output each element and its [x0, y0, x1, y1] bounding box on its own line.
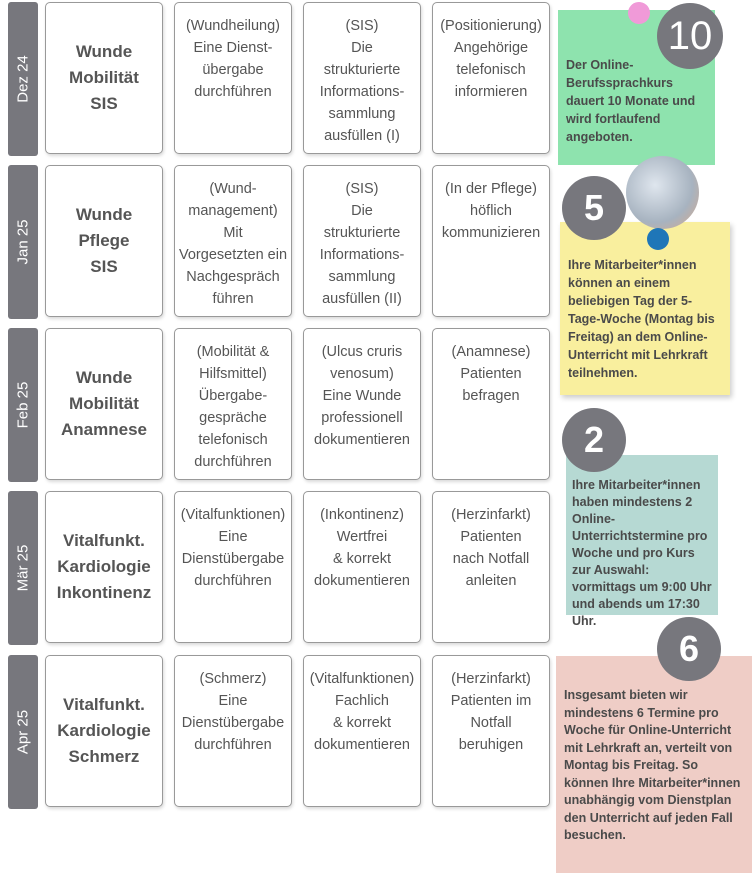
number-badge-10	[657, 3, 723, 69]
topic-text: Vitalfunkt. Kardiologie Inkontinenz	[56, 531, 152, 602]
lesson-cell	[174, 491, 292, 643]
pushpin-icon	[647, 228, 669, 250]
number-badge-6	[657, 617, 721, 681]
lesson-cell	[432, 655, 550, 807]
lesson-cell	[303, 491, 421, 643]
note-pink	[556, 656, 752, 873]
note-text: Der Online-Berufssprachkurs dauert 10 Monate und wird fortlaufend angeboten.	[566, 58, 696, 144]
lesson-text: (Positionierung) Angehörige telefonisch informieren	[440, 18, 542, 100]
lesson-text: (Wundheilung) Eine Dienst- übergabe durchführen	[185, 18, 281, 100]
topic-text: Wunde Mobilität Anamnese	[61, 368, 147, 439]
lesson-cell	[303, 655, 421, 807]
badge-number: 10	[667, 13, 713, 58]
lesson-text: (Ulcus cruris venosum) Eine Wunde professionell dokumentieren	[314, 344, 410, 448]
lesson-text: (Herzinfarkt) Patienten im Notfall beruhigen	[450, 671, 532, 753]
month-label	[8, 2, 38, 156]
lesson-cell	[174, 2, 292, 154]
lesson-cell	[432, 328, 550, 480]
month-label	[8, 328, 38, 482]
lesson-text: (Mobilität & Hilfsmittel) Übergabe- gespräche telefonisch durchführen	[194, 344, 272, 470]
lesson-cell	[432, 165, 550, 317]
topic-cell	[45, 655, 163, 807]
lesson-cell	[303, 328, 421, 480]
lesson-cell	[174, 328, 292, 480]
topic-cell	[45, 2, 163, 154]
lesson-text: (Schmerz) Eine Dienstübergabe durchführen	[181, 671, 285, 753]
note-text: Insgesamt bieten wir mindestens 6 Termine pro Woche für Online-Unterricht mit Lehrkraft an, verteilt von Montag bis Freitag. So können Ihre Mitarbeiter*innen unabhängig vom Dienstplan den Unterricht auf jeden Fall besuchen.	[564, 688, 741, 842]
lesson-cell	[174, 165, 292, 317]
topic-text: Wunde Pflege SIS	[75, 205, 133, 276]
month-label	[8, 491, 38, 645]
lesson-text: (Herzinfarkt) Patienten nach Notfall anleiten	[451, 507, 531, 589]
note-text: Ihre Mitarbeiter*innen können an einem beliebigen Tag der 5-Tage-Woche (Montag bis Freitag) an dem Online-Unterricht mit Lehrkraft teilnehmen.	[568, 258, 715, 380]
lesson-text: (SIS) Die strukturierte Informations- sammlung ausfüllen (II)	[319, 181, 405, 307]
lesson-text: (SIS) Die strukturierte Informations- sammlung ausfüllen (I)	[319, 18, 405, 144]
lesson-text: (Wund- management) Mit Vorgesetzten ein Nachgespräch führen	[178, 181, 288, 307]
month-text: Apr 25	[14, 709, 32, 755]
month-text: Dez 24	[14, 55, 32, 103]
note-text: Ihre Mitarbeiter*innen haben mindestens 2 Online-Unterrichtstermine pro Woche und pro Kurs zur Auswahl: vormittags um 9:00 Uhr und abends um 17:30 Uhr.	[572, 478, 712, 628]
lesson-text: (Vitalfunktionen) Fachlich & korrekt dokumentieren	[309, 671, 415, 753]
month-label	[8, 655, 38, 809]
video-call-photo	[626, 156, 699, 229]
number-badge-2	[562, 408, 626, 472]
topic-cell	[45, 165, 163, 317]
topic-text: Vitalfunkt. Kardiologie Schmerz	[57, 695, 151, 766]
note-teal	[566, 455, 718, 628]
lesson-cell	[303, 165, 421, 317]
badge-number: 2	[583, 419, 605, 460]
topic-text: Wunde Mobilität SIS	[69, 42, 139, 113]
lesson-cell	[432, 491, 550, 643]
month-text: Mär 25	[14, 544, 32, 592]
lesson-cell	[432, 2, 550, 154]
month-text: Jan 25	[14, 219, 32, 265]
note-yellow	[560, 222, 730, 395]
badge-number: 5	[583, 187, 605, 228]
month-text: Feb 25	[14, 381, 32, 429]
badge-number: 6	[678, 628, 700, 669]
topic-cell	[45, 491, 163, 643]
month-label	[8, 165, 38, 319]
lesson-text: (Vitalfunktionen) Eine Dienstübergabe durchführen	[180, 507, 286, 589]
lesson-cell	[303, 2, 421, 154]
lesson-text: (Anamnese) Patienten befragen	[451, 344, 531, 404]
lesson-text: (Inkontinenz) Wertfrei & korrekt dokumentieren	[314, 507, 410, 589]
lesson-cell	[174, 655, 292, 807]
topic-cell	[45, 328, 163, 480]
number-badge-5	[562, 176, 626, 240]
lesson-text: (In der Pflege) höflich kommunizieren	[441, 181, 541, 241]
